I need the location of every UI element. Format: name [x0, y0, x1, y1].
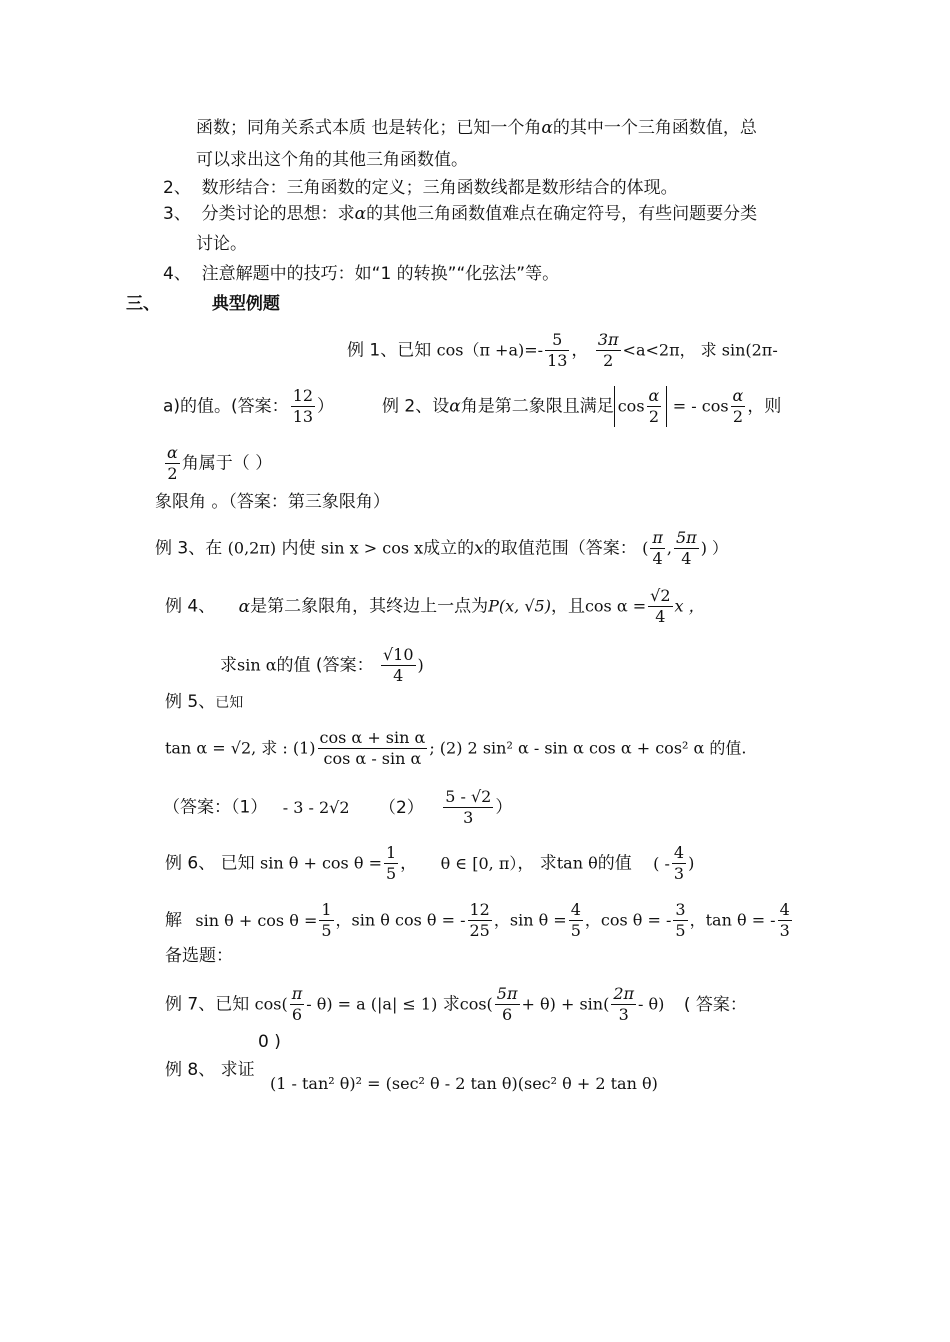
alpha-symbol: α [541, 118, 553, 138]
answer-label: ( 答案： [683, 994, 747, 1015]
example-label: 例 4、 [165, 596, 216, 617]
fraction: $\frac{5}{13}$ [547, 330, 568, 370]
summary-line-1 [196, 116, 757, 140]
section-heading [126, 292, 280, 316]
example-4 [165, 586, 705, 627]
fraction: $\frac{1}{5}$ [321, 900, 332, 940]
example-text: 角是第二象限且满足 [460, 396, 614, 417]
example-label: 例 7、已知 [165, 994, 250, 1015]
example-text: 求 [442, 994, 460, 1015]
example-text: ， 求 [517, 853, 557, 874]
formula: x ， [674, 596, 705, 616]
answer-fraction: $\frac{12}{13}$ [292, 386, 314, 426]
alpha-symbol: α [449, 396, 461, 417]
example-text: 求 [220, 655, 237, 676]
formula: ，tan θ = - [689, 910, 776, 930]
example-8-formula: (1 - tan² θ)² = (sec² θ - 2 tan θ)(sec² θ + 2 tan θ) [270, 1074, 658, 1093]
formula: (0,2π) [227, 538, 277, 558]
fraction: $\frac{2\pi}{3}$ [613, 984, 635, 1024]
example-text: 内使 [281, 538, 316, 559]
answer-label: （2） [378, 797, 424, 818]
example-8 [165, 1058, 255, 1082]
answer-fraction: $\frac{√10}{4}$ [382, 645, 414, 685]
example-text: ，则 [747, 396, 782, 417]
answer-fraction: $\frac{5 - √2}{3}$ [445, 787, 492, 827]
fraction: $\frac{\alpha}{2}$ [167, 443, 178, 483]
example-text: ，且 [550, 596, 585, 617]
formula: sin θ + cos θ = [195, 910, 318, 930]
formula: sin α [237, 655, 277, 675]
example-7-answer: 0 ) [258, 1032, 281, 1052]
example-2 [382, 386, 781, 427]
item-3 [163, 202, 757, 226]
example-text: 的取值范围（答案： [483, 538, 637, 559]
punct: ， [400, 853, 418, 874]
formula: P(x, √5) [488, 596, 551, 616]
example-1-answer [163, 386, 334, 427]
example-label: 例 5、 [165, 692, 216, 712]
formula: ; (2) 2 sin² α - sin α cos α + cos² α 的值. [429, 738, 747, 758]
formula: cos( [459, 994, 493, 1014]
fraction: $\frac{1}{5}$ [385, 843, 397, 883]
punct: ) ） [700, 538, 729, 558]
formula: θ ∈ [0, π） [440, 853, 518, 873]
example-4-line-2 [220, 645, 424, 686]
example-text: 已知 [215, 695, 244, 711]
punct: ) [417, 655, 424, 675]
item-number: 4、 [163, 264, 191, 284]
example-2-question [163, 443, 272, 484]
formula: = - cos [672, 396, 729, 416]
variable-x: x [474, 538, 484, 559]
example-7 [165, 984, 747, 1025]
example-label: 例 8、 求证 [165, 1060, 255, 1080]
example-label: 例 3、在 [155, 538, 223, 559]
fraction: $\frac{3\pi}{2}$ [597, 330, 619, 370]
formula: - θ) [638, 994, 665, 1014]
example-text: 的值 (答案： [276, 655, 374, 676]
fraction: $\frac{\pi}{6}$ [291, 984, 303, 1024]
section-number: 三、 [126, 294, 160, 314]
fraction: $\frac{√2}{4}$ [650, 586, 671, 626]
item-3-cont: 讨论。 [196, 234, 247, 254]
backup-heading: 备选题： [165, 946, 233, 966]
item-number: 2、 [163, 178, 191, 198]
formula: sin x > cos x [320, 538, 424, 558]
formula: + θ) + sin( [521, 994, 610, 1014]
formula: cos（π +a)=- [436, 340, 544, 360]
example-3 [155, 528, 728, 569]
fraction: $\frac{\alpha}{2}$ [732, 386, 744, 426]
formula: - θ) = a (|a| ≤ 1) [306, 994, 438, 1014]
item-text: 的其他三角函数值难点在确定符号，有些问题要分类 [366, 204, 758, 224]
example-5-answer [163, 787, 512, 828]
summary-text: 的其中一个三角函数值，总 [552, 118, 757, 138]
formula: tan α = √2, 求 : (1) [165, 738, 316, 758]
example-5-formula [165, 728, 747, 769]
section-title: 典型例题 [211, 294, 280, 314]
formula: ，sin θ = [493, 910, 567, 930]
item-4 [163, 262, 559, 286]
punct: ） [495, 797, 513, 818]
punct: ( - [653, 853, 670, 873]
fraction: $\frac{3}{5}$ [675, 900, 686, 940]
example-text: 是第二象限角，其终边上一点为 [250, 596, 489, 617]
fraction: $\frac{4}{5}$ [570, 900, 581, 940]
item-text: 分类讨论的思想：求 [201, 204, 355, 224]
punct: ， [571, 340, 589, 361]
example-2-answer: 象限角 。（答案：第三象限角） [155, 492, 390, 512]
formula: ，cos θ = - [584, 910, 672, 930]
example-6 [165, 843, 694, 884]
alpha-symbol: α [238, 596, 251, 617]
example-text: 成立的 [423, 538, 475, 559]
example-label: 例 2、设 [382, 396, 450, 417]
formula: cos α = [584, 596, 647, 616]
example-label: 例 6、 已知 [165, 853, 255, 874]
punct: ） [317, 396, 335, 417]
solution-label: 解 [165, 910, 182, 931]
example-6-solution [165, 900, 794, 941]
formula: - 3 - 2√2 [282, 797, 350, 817]
item-text: 数形结合：三角函数的定义；三角函数线都是数形结合的体现。 [201, 178, 678, 198]
summary-text: 函数；同角关系式本质 也是转化；已知一个角 [196, 118, 542, 138]
item-number: 3、 [163, 204, 191, 224]
punct: ) [688, 853, 695, 873]
example-text: 角属于（ ） [181, 453, 273, 474]
formula: cos( [254, 994, 288, 1014]
answer-label: （答案：（1） [163, 797, 268, 818]
answer-fraction: $\frac{4}{3}$ [673, 843, 685, 883]
punct: , [666, 538, 672, 558]
fraction: $\frac{\pi}{4}$ [652, 528, 663, 568]
summary-line-2: 可以求出这个角的其他三角函数值。 [196, 150, 468, 170]
fraction: $\frac{\text{cos α + sin α}}{\text{cos α - sin α}}$ [319, 728, 426, 768]
formula: ，sin θ cos θ = - [335, 910, 466, 930]
fraction: $\frac{5\pi}{6}$ [496, 984, 518, 1024]
fraction: $\frac{5\pi}{4}$ [676, 528, 697, 568]
fraction: $\frac{12}{25}$ [469, 900, 490, 940]
formula: <a<2π， 求 sin(2π- [622, 340, 778, 360]
example-text: 的值 [597, 853, 632, 874]
formula: tan θ [556, 853, 598, 873]
formula: sin θ + cos θ = [260, 853, 382, 873]
example-1 [347, 330, 778, 371]
example-5 [165, 690, 243, 715]
example-text: a)的值。(答案： [163, 396, 289, 417]
fraction: $\frac{4}{3}$ [779, 900, 790, 940]
item-2 [163, 176, 678, 200]
absolute-value: cos $\frac{\alpha}{2}$ [614, 386, 668, 427]
example-label: 例 1、已知 [347, 340, 432, 361]
alpha-symbol: α [354, 204, 367, 224]
punct: ( [642, 538, 649, 558]
item-text: 注意解题中的技巧：如“1 的转换”“化弦法”等。 [201, 264, 560, 284]
